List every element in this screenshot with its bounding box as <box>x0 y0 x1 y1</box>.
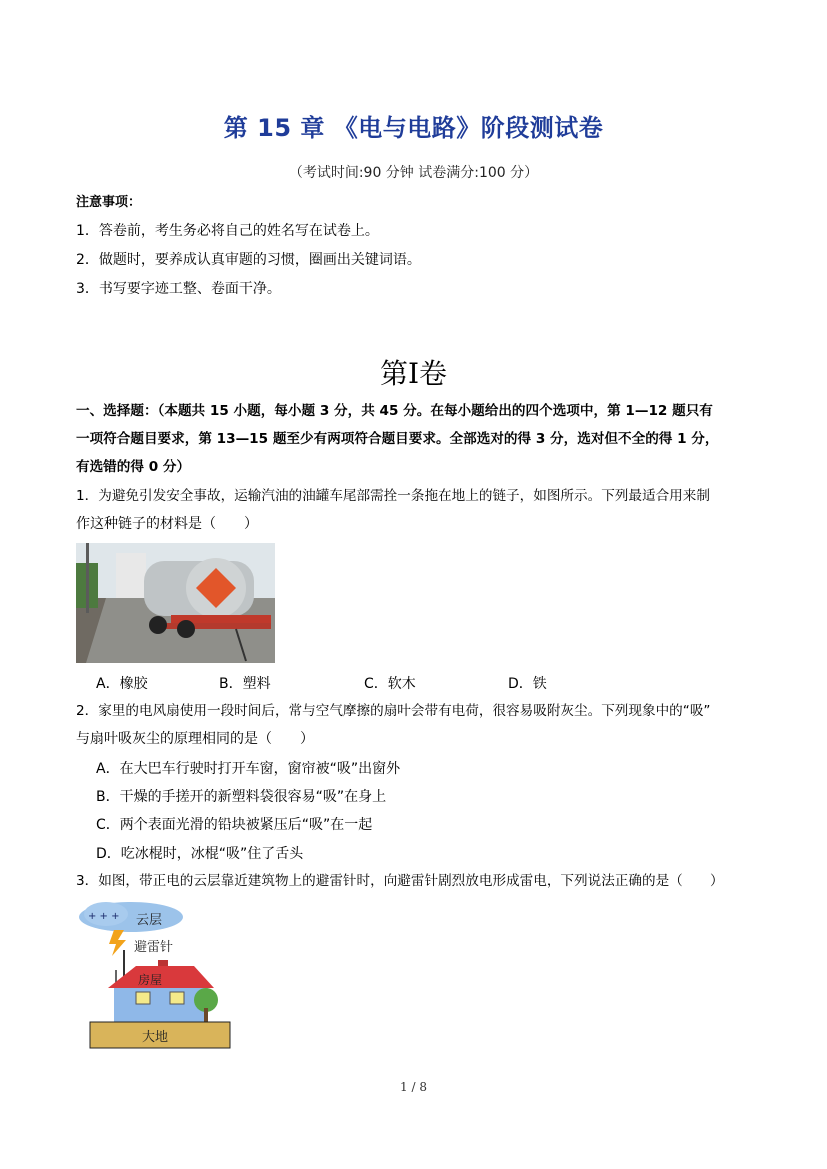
question-1-text: 1．为避免引发安全事故，运输汽油的油罐车尾部需拴一条拖在地上的链子，如图所示。下列最适合用来制 <box>76 488 710 504</box>
tanker-truck-image <box>76 543 275 663</box>
section-instruction: 一、选择题：（本题共 15 小题，每小题 3 分，共 45 分。在每小题给出的四个选项中，第 1—12 题只有 <box>76 403 713 419</box>
notice-item: 1．答卷前，考生务必将自己的姓名写在试卷上。 <box>76 223 379 239</box>
q2-option-a[interactable]: A．在大巴车行驶时打开车窗，窗帘被“吸”出窗外 <box>96 761 401 777</box>
exam-info: （考试时间:90 分钟 试卷满分:100 分） <box>288 165 539 181</box>
section-instruction: 一项符合题目要求，第 13—15 题至少有两项符合题目要求。全部选对的得 3 分，选对但不全的得 1 分， <box>76 431 719 447</box>
question-2-text: 2．家里的电风扇使用一段时间后，常与空气摩擦的扇叶会带有电荷，很容易吸附灰尘。下列现象中的“吸” <box>76 703 711 719</box>
q2-option-d[interactable]: D．吃冰棍时，冰棍“吸”住了舌头 <box>96 846 304 862</box>
q2-option-c[interactable]: C．两个表面光滑的铅块被紧压后“吸”在一起 <box>96 817 373 833</box>
cloud-charges: + + + <box>88 911 120 922</box>
lightning-rod-figure <box>76 900 236 1050</box>
q1-option-a[interactable]: A．橡胶 <box>96 676 148 692</box>
ground-label: 大地 <box>142 1030 169 1045</box>
notice-heading: 注意事项： <box>76 195 142 210</box>
q1-option-c[interactable]: C．软木 <box>364 676 416 692</box>
volume-heading: 第Ⅰ卷 <box>379 357 448 390</box>
notice-item: 3．书写要字迹工整、卷面干净。 <box>76 281 281 297</box>
rod-label: 避雷针 <box>134 940 174 955</box>
question-3-text: 3．如图，带正电的云层靠近建筑物上的避雷针时，向避雷针剧烈放电形成雷电，下列说法正确的是（ ） <box>76 873 724 889</box>
q1-option-b[interactable]: B．塑料 <box>219 676 271 692</box>
q1-option-d[interactable]: D．铁 <box>508 676 547 692</box>
notice-item: 2．做题时，要养成认真审题的习惯，圈画出关键词语。 <box>76 252 421 268</box>
question-1-text: 作这种链子的材料是（ ） <box>76 516 258 532</box>
cloud-label: 云层 <box>136 913 163 928</box>
question-2-text: 与扇叶吸灰尘的原理相同的是（ ） <box>76 731 314 747</box>
page-title: 第 15 章 《电与电路》阶段测试卷 <box>223 114 604 142</box>
q2-option-b[interactable]: B．干燥的手搓开的新塑料袋很容易“吸”在身上 <box>96 789 387 805</box>
section-instruction: 有选错的得 0 分） <box>76 459 191 475</box>
house-label: 房屋 <box>138 973 163 987</box>
page-number: 1 / 8 <box>400 1080 427 1094</box>
